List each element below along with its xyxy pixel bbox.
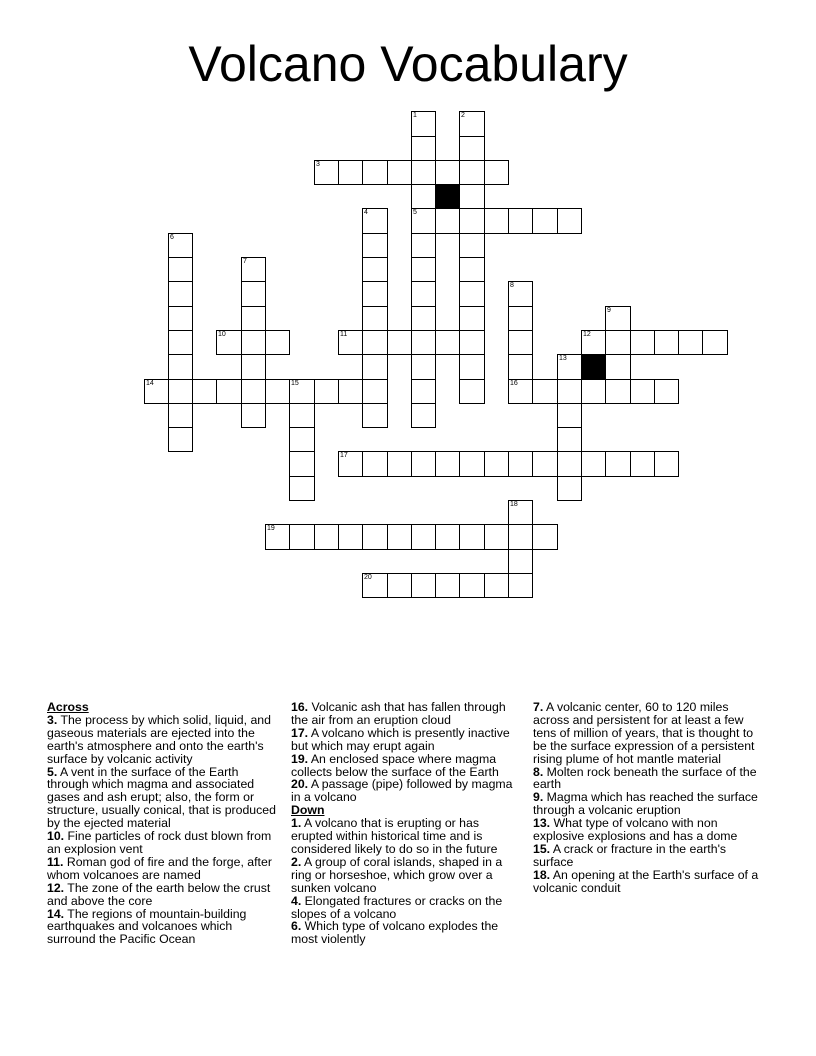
grid-cell[interactable] [459,257,485,282]
grid-cell[interactable] [459,354,485,380]
clue-number: 8 [510,282,514,289]
down-heading: Down [291,803,325,818]
grid-cell[interactable] [508,549,533,574]
grid-cell[interactable] [557,476,582,501]
grid-cell[interactable] [168,306,193,331]
clue-text: A volcano that is erupting or has erupted within historical time and is considered likely to do so in the future [291,816,498,856]
grid-cell[interactable] [508,354,533,380]
grid-cell[interactable] [605,330,631,355]
grid-cell[interactable] [532,379,558,404]
grid-cell[interactable] [459,379,485,404]
clue [47,714,279,766]
black-cell [581,354,606,380]
grid-cell[interactable] [508,208,533,234]
grid-cell[interactable] [168,403,193,428]
clue [533,766,765,792]
clue-number: 19 [267,525,275,532]
grid-cell[interactable] [338,524,363,550]
grid-cell[interactable] [265,379,290,404]
grid-cell[interactable] [241,354,266,380]
grid-cell[interactable] [144,379,169,404]
grid-cell[interactable] [605,354,631,380]
clue-number-label: 2. [291,854,302,869]
grid-cell[interactable] [411,160,436,185]
clue [47,908,279,947]
clue-number: 1 [413,112,417,119]
grid-cell[interactable] [459,136,485,161]
grid-cell[interactable] [192,379,217,404]
grid-cell[interactable] [362,379,388,404]
grid-cell[interactable] [216,330,242,355]
grid-cell[interactable] [508,524,533,550]
clue-number-label: 9. [533,790,544,805]
clue [291,778,523,804]
clue-text: Fine particles of rock dust blown from an explosion vent [47,829,272,856]
clue-number-label: 10. [47,829,65,844]
grid-cell[interactable] [387,573,412,598]
grid-cell[interactable] [435,451,460,477]
grid-cell[interactable] [411,208,436,234]
clue-text: A volcanic center, 60 to 120 miles across and persistent for at least a few tens of million of years, that is thought to be the surface expression of a persistent rising plume of hot mantle material [533,700,755,766]
grid-cell[interactable] [459,306,485,331]
grid-cell[interactable] [459,160,485,185]
clue-number: 14 [146,380,154,387]
page-title: Volcano Vocabulary [188,36,628,92]
grid-cell[interactable] [362,573,388,598]
grid-cell[interactable] [605,306,631,331]
grid-cell[interactable] [411,573,436,598]
grid-cell[interactable] [557,208,582,234]
grid-cell[interactable] [459,330,485,355]
grid-cell[interactable] [654,330,679,355]
grid-cell[interactable] [508,451,533,477]
clue [291,701,523,727]
clue-number: 2 [461,112,465,119]
clue-number: 18 [510,501,518,508]
grid-cell[interactable] [362,233,388,258]
grid-cell[interactable] [265,524,290,550]
grid-cell[interactable] [411,379,436,404]
clue-number-label: 17. [291,725,309,740]
clue-number: 13 [559,355,567,362]
grid-cell[interactable] [459,233,485,258]
clues-column-3 [533,701,765,895]
grid-cell[interactable] [654,451,679,477]
clue-number-label: 20. [291,777,309,792]
grid-cell[interactable] [411,354,436,380]
grid-cell[interactable] [362,451,388,477]
clue-number: 11 [340,331,348,338]
grid-cell[interactable] [289,476,315,501]
clue-number: 4 [364,209,368,216]
black-cell [435,184,460,209]
clue [291,856,523,895]
across-heading: Across [47,700,89,714]
clue [291,727,523,753]
grid-cell[interactable] [459,184,485,209]
grid-cell[interactable] [459,208,485,234]
clue-text: A vent in the surface of the Earth through which magma and associated gases and ash erupt; also, the form or structure, usually conical, that is produced by the ejected material [47,764,276,831]
grid-cell[interactable] [411,257,436,282]
grid-cell[interactable] [459,451,485,477]
clue-number: 10 [218,331,226,338]
grid-cell[interactable] [654,379,679,404]
grid-cell[interactable] [411,281,436,307]
grid-cell[interactable] [557,451,582,477]
grid-cell[interactable] [557,379,582,404]
clue-number: 15 [291,380,299,387]
grid-cell[interactable] [265,330,290,355]
clue [47,766,279,831]
clue-text: The process by which solid, liquid, and gaseous materials are ejected into the earth's atmosphere and onto the earth's surface by volcanic activity [47,712,271,766]
grid-cell[interactable] [338,379,363,404]
clue-text: A group of coral islands, shaped in a ring or horseshoe, which grow over a sunken volcano [291,854,503,895]
grid-cell[interactable] [702,330,728,355]
grid-cell[interactable] [484,160,509,185]
grid-cell[interactable] [338,451,363,477]
grid-cell[interactable] [605,379,631,404]
grid-cell[interactable] [411,451,436,477]
grid-cell[interactable] [508,573,533,598]
grid-cell[interactable] [216,379,242,404]
grid-cell[interactable] [508,500,533,525]
clue-number: 17 [340,452,348,459]
grid-cell[interactable] [532,451,558,477]
grid-cell[interactable] [338,160,363,185]
clue [533,791,765,817]
grid-cell[interactable] [459,111,485,137]
grid-cell[interactable] [314,379,339,404]
grid-cell[interactable] [289,379,315,404]
grid-cell[interactable] [314,160,339,185]
grid-cell[interactable] [387,330,412,355]
clue [291,920,523,946]
clue-text: Molten rock beneath the surface of the earth [533,764,757,792]
grid-cell[interactable] [168,354,193,380]
clue-text: An enclosed space where magma collects below the surface of the Earth [291,751,499,779]
clue-number-label: 15. [533,841,551,856]
grid-cell[interactable] [362,403,388,428]
grid-cell[interactable] [484,451,509,477]
clue-number: 9 [607,307,611,314]
clue-number-label: 16. [291,700,309,714]
grid-cell[interactable] [678,330,703,355]
grid-cell[interactable] [581,379,606,404]
grid-cell[interactable] [484,573,509,598]
clue-number-label: 4. [291,893,302,908]
grid-cell[interactable] [362,330,388,355]
grid-cell[interactable] [435,160,460,185]
grid-cell[interactable] [459,524,485,550]
clue [291,753,523,779]
clue-number-label: 1. [291,816,302,831]
clue-number-label: 18. [533,867,551,882]
clue [291,895,523,921]
grid-cell[interactable] [241,330,266,355]
grid-cell[interactable] [411,306,436,331]
grid-cell[interactable] [630,379,655,404]
clue-number-label: 11. [47,854,64,869]
grid-cell[interactable] [387,524,412,550]
grid-cell[interactable] [241,257,266,282]
grid-cell[interactable] [411,184,436,209]
grid-cell[interactable] [241,281,266,307]
grid-cell[interactable] [362,257,388,282]
grid-cell[interactable] [508,281,533,307]
clue-text: An opening at the Earth's surface of a volcanic conduit [533,867,759,895]
clue-text: The zone of the earth below the crust and above the core [47,880,271,908]
clue [533,701,765,766]
grid-cell[interactable] [241,403,266,428]
grid-cell[interactable] [435,524,460,550]
clue-number: 12 [583,331,591,338]
grid-cell[interactable] [289,524,315,550]
clue-text: Volcanic ash that has fallen through the air from an eruption cloud [291,700,506,727]
grid-cell[interactable] [362,160,388,185]
grid-cell[interactable] [289,403,315,428]
grid-cell[interactable] [411,233,436,258]
clue-text: Roman god of fire and the forge, after whom volcanoes are named [47,854,272,882]
grid-cell[interactable] [557,403,582,428]
grid-cell[interactable] [581,451,606,477]
clue-number: 16 [510,380,518,387]
grid-cell[interactable] [508,379,533,404]
grid-cell[interactable] [557,354,582,380]
clue-number: 6 [170,234,174,241]
clue-text: A passage (pipe) followed by magma in a volcano [291,777,513,805]
grid-cell[interactable] [241,379,266,404]
grid-cell[interactable] [362,306,388,331]
grid-cell[interactable] [459,573,485,598]
clue [291,817,523,856]
clue-number-label: 14. [47,906,65,921]
clue-text: Elongated fractures or cracks on the slopes of a volcano [291,893,503,921]
grid-cell[interactable] [435,208,460,234]
grid-cell[interactable] [411,524,436,550]
clue-number-label: 3. [47,712,58,727]
clue-number-label: 12. [47,880,65,895]
grid-cell[interactable] [411,136,436,161]
clue-text: Which type of volcano explodes the most violently [291,919,499,947]
clue-text: A crack or fracture in the earth's surface [533,841,727,869]
clues-column-1 [47,701,279,946]
grid-cell[interactable] [168,257,193,282]
grid-cell[interactable] [557,427,582,452]
clue-text: A volcano which is presently inactive but which may erupt again [291,725,510,753]
grid-cell[interactable] [168,427,193,452]
clue-text: The regions of mountain-building earthquakes and volcanoes which surround the Pacific Ocean [47,906,247,947]
clue [47,856,279,882]
clue [533,843,765,869]
grid-cell[interactable] [314,524,339,550]
clue [47,882,279,908]
clue-number-label: 13. [533,816,551,831]
grid-cell[interactable] [508,306,533,331]
grid-cell[interactable] [459,281,485,307]
grid-cell[interactable] [435,573,460,598]
grid-cell[interactable] [411,111,436,137]
clue-number-label: 8. [533,764,544,779]
grid-cell[interactable] [630,451,655,477]
grid-cell[interactable] [362,354,388,380]
clue [533,817,765,843]
clue [533,869,765,895]
grid-cell[interactable] [508,330,533,355]
grid-cell[interactable] [387,451,412,477]
grid-cell[interactable] [168,379,193,404]
grid-cell[interactable] [605,451,631,477]
grid-cell[interactable] [484,208,509,234]
clues-column-2 [291,701,523,946]
grid-cell[interactable] [362,281,388,307]
grid-cell[interactable] [532,208,558,234]
grid-cell[interactable] [387,160,412,185]
grid-cell[interactable] [168,233,193,258]
clue-number-label: 19. [291,751,309,766]
clue-number: 5 [413,209,417,216]
clue [47,830,279,856]
grid-cell[interactable] [168,330,193,355]
clue-number-label: 7. [533,700,544,714]
grid-cell[interactable] [362,524,388,550]
grid-cell[interactable] [362,208,388,234]
clue-number: 20 [364,574,372,581]
grid-cell[interactable] [435,330,460,355]
grid-cell[interactable] [168,281,193,307]
clue-text: Magma which has reached the surface through a volcanic eruption [533,790,758,818]
grid-cell[interactable] [289,427,315,452]
clue-number: 3 [316,161,320,168]
grid-cell[interactable] [630,330,655,355]
clue-number: 7 [243,258,247,265]
grid-cell[interactable] [338,330,363,355]
clue-number-label: 6. [291,919,302,934]
grid-cell[interactable] [411,403,436,428]
grid-cell[interactable] [532,524,558,550]
clue-text: What type of volcano with non explosive explosions and has a dome [533,816,738,844]
grid-cell[interactable] [411,330,436,355]
grid-cell[interactable] [581,330,606,355]
clue-number-label: 5. [47,764,58,779]
grid-cell[interactable] [484,524,509,550]
grid-cell[interactable] [289,451,315,477]
grid-cell[interactable] [241,306,266,331]
